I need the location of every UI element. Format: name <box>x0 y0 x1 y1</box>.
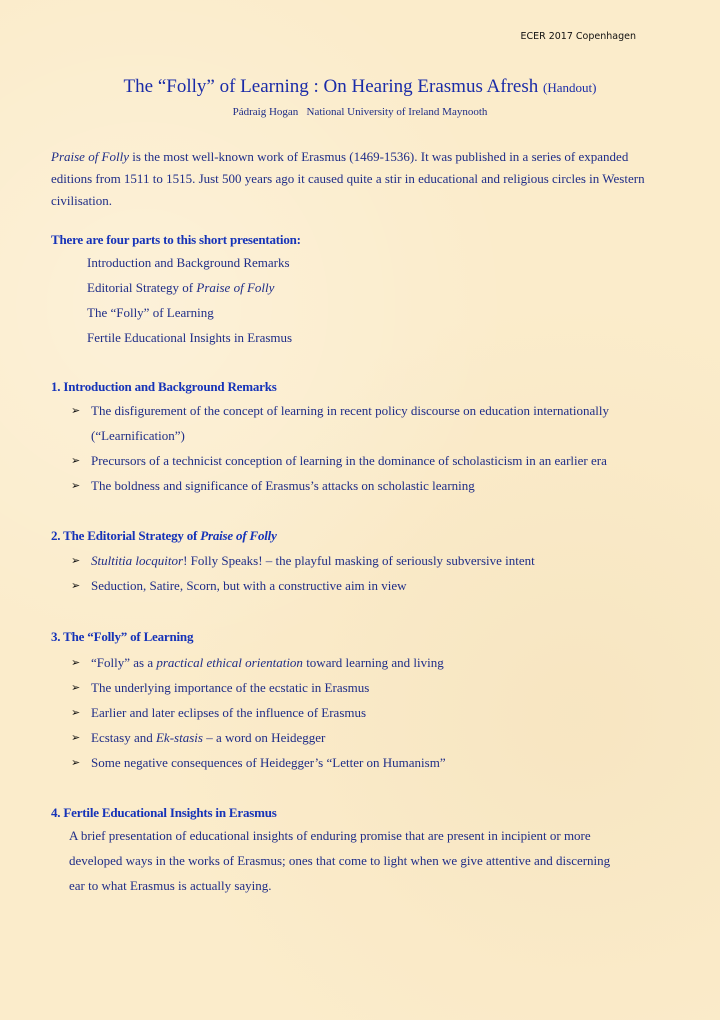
bullet-text: toward learning and living <box>302 655 444 670</box>
page-title <box>0 76 720 98</box>
arrow-bullet-icon: ➢ <box>71 579 81 592</box>
arrow-bullet-icon: ➢ <box>71 454 81 467</box>
title-tag: (Handout) <box>543 80 597 95</box>
list-item: Fertile Educational Insights in Erasmus <box>87 330 293 345</box>
author-name: Pádraig Hogan <box>232 106 299 118</box>
bullet-text: Some negative consequences of Heidegger’s “Letter on Humanism” <box>91 755 446 770</box>
bullet-text: (“Learnification”) <box>91 428 185 443</box>
section-3-bullets <box>71 650 691 775</box>
bullet-text: Ecstasy and <box>91 730 156 745</box>
section-2-bullets <box>71 548 691 598</box>
bullet-text: Precursors of a technicist conception of learning in the dominance of scholasticism in an earlier era <box>91 453 607 468</box>
title-main: The “Folly” of Learning : On Hearing Erasmus Afresh <box>123 76 539 97</box>
section-4-paragraph <box>69 823 689 898</box>
list-item <box>71 750 691 775</box>
arrow-bullet-icon: ➢ <box>71 479 81 492</box>
paragraph-line: developed ways in the works of Erasmus; ones that come to light when we give attentive and discerning <box>69 853 611 868</box>
list-item <box>71 473 691 498</box>
bullet-italic: Stultitia locquitor <box>91 553 184 568</box>
list-item-text: Editorial Strategy of <box>87 280 197 295</box>
section-4-heading: 4. Fertile Educational Insights in Erasmus <box>51 805 277 820</box>
list-item <box>71 548 691 573</box>
author-affiliation: National University of Ireland Maynooth <box>306 106 488 118</box>
intro-work-title: Praise of Folly <box>51 149 129 164</box>
bullet-text: Earlier and later eclipses of the influence of Erasmus <box>91 705 367 720</box>
section-2-heading <box>51 528 277 544</box>
list-item: Introduction and Background Remarks <box>87 255 290 270</box>
arrow-bullet-icon: ➢ <box>71 756 81 769</box>
list-item <box>71 573 691 598</box>
list-item <box>71 675 691 700</box>
arrow-bullet-icon: ➢ <box>71 706 81 719</box>
list-item <box>87 275 292 300</box>
section-2-heading-text: 2. The Editorial Strategy of <box>51 528 201 543</box>
bullet-text: Seduction, Satire, Scorn, but with a constructive aim in view <box>91 578 407 593</box>
list-item: The “Folly” of Learning <box>87 305 214 320</box>
section-1-bullets <box>71 398 691 498</box>
intro-paragraph <box>51 146 671 212</box>
bullet-text: – a word on Heidegger <box>202 730 326 745</box>
list-item <box>71 448 691 473</box>
bullet-italic: practical ethical orientation <box>156 655 303 670</box>
list-item-continuation <box>71 423 691 448</box>
arrow-bullet-icon: ➢ <box>71 656 81 669</box>
list-item <box>71 650 691 675</box>
paragraph-line: ear to what Erasmus is actually saying. <box>69 878 272 893</box>
bullet-text: “Folly” as a <box>91 655 157 670</box>
intro-text: is the most well-known work of Erasmus (1469-1536). It was published in a series of expanded editions from 1511 to 1515. Just 500 years ago it caused quite a stir in educational and religious circles in Western civilisation. <box>51 149 645 208</box>
list-item <box>71 398 691 423</box>
list-item <box>71 725 691 750</box>
bullet-text: ! Folly Speaks! – the playful masking of seriously subversive intent <box>183 553 535 568</box>
arrow-bullet-icon: ➢ <box>71 404 81 417</box>
parts-list <box>87 250 292 350</box>
parts-heading: There are four parts to this short presentation: <box>51 232 301 247</box>
author-line <box>0 106 720 118</box>
section-1-heading: 1. Introduction and Background Remarks <box>51 379 277 394</box>
arrow-bullet-icon: ➢ <box>71 731 81 744</box>
list-item <box>71 700 691 725</box>
bullet-italic: Ek-stasis <box>155 730 203 745</box>
paragraph-line: A brief presentation of educational insights of enduring promise that are present in incipient or more <box>69 828 591 843</box>
section-3-heading: 3. The “Folly” of Learning <box>51 629 194 644</box>
bullet-text: The disfigurement of the concept of learning in recent policy discourse on education internationally <box>91 403 610 418</box>
bullet-text: The boldness and significance of Erasmus’s attacks on scholastic learning <box>91 478 475 493</box>
conference-header: ECER 2017 Copenhagen <box>520 31 636 42</box>
arrow-bullet-icon: ➢ <box>71 554 81 567</box>
arrow-bullet-icon: ➢ <box>71 681 81 694</box>
section-2-heading-italic: Praise of Folly <box>200 528 277 543</box>
list-item-italic: Praise of Folly <box>196 280 275 295</box>
bullet-text: The underlying importance of the ecstatic in Erasmus <box>91 680 370 695</box>
